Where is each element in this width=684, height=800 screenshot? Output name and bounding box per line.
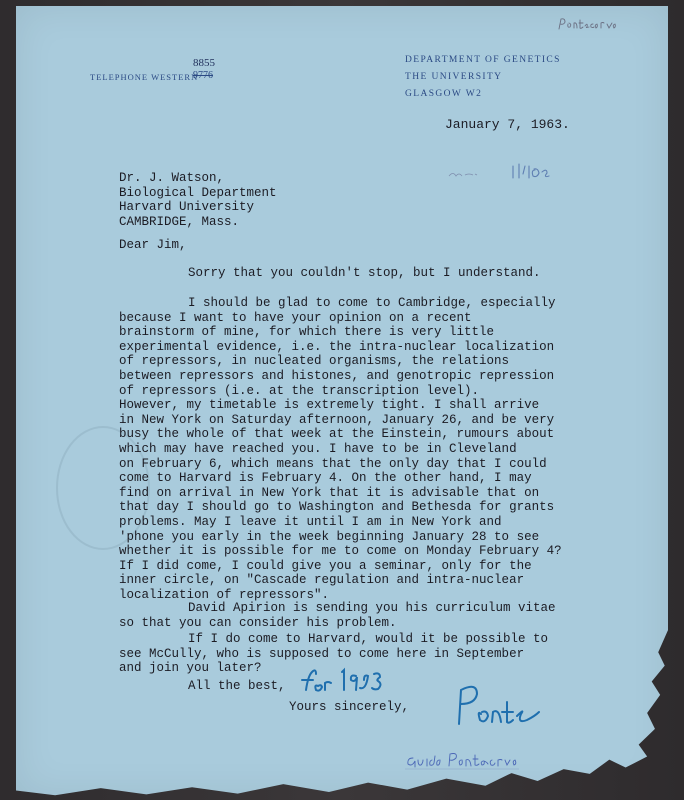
body-line: come to Harvard is February 4. On the other hand, I may [119,471,532,486]
sign-off: Yours sincerely, [289,700,410,714]
archive-name-handwriting [557,16,623,32]
letter-date: January 7, 1963. [445,117,570,132]
recipient-city: CAMBRIDGE, Mass. [119,214,240,229]
telephone-number-struck: 9776 [193,70,213,81]
body-paragraph-2 [119,296,562,602]
telephone-label: TELEPHONE WESTERN [90,72,199,82]
recipient-address [119,171,277,229]
handwritten-year-note [298,662,388,698]
body-line: in New York on Saturday afternoon, January 26, and be very [119,412,555,427]
body-line: of repressors, in nucleated organisms, the relations [119,354,510,369]
body-line: Sorry that you couldn't stop, but I understand. [188,266,541,280]
recipient-institution: Harvard University [119,200,255,214]
body-line: see McCully, who is supposed to come here in September [119,646,525,661]
body-line: so that you can consider his problem. [119,615,397,630]
body-line: that day I should go to Washington and Bethesda for grants [119,500,555,515]
body-line: brainstorm of mine, for which there is very little [119,325,495,340]
telephone-number-corrected: 8855 [193,57,215,69]
body-line: David Apirion is sending you his curriculum vitae [188,601,556,615]
body-line: inner circle, on "Cascade regulation and intra-nuclear [119,573,525,588]
body-line: which may have reached you. I have to be in Cleveland [119,441,517,456]
received-date-note [447,158,567,180]
department-line: DEPARTMENT OF GENETICS [405,55,561,65]
body-line: on February 6, which means that the only day that I could [119,456,547,471]
body-line: find on arrival in New York that it is advisable that on [119,485,540,500]
handwritten-signature [447,680,547,730]
salutation: Dear Jim, [119,238,187,252]
body-line: problems. May I leave it until I am in New York and [119,514,502,529]
body-line: If I do come to Harvard, would it be possible to [188,632,549,646]
body-paragraph-3 [119,601,556,630]
pencil-signatory-name [403,748,523,770]
body-line: busy the whole of that week at the Einstein, rumours about [119,427,555,442]
body-line: whether it is possible for me to come on Monday February 4? [119,544,562,559]
body-line: and join you later? [119,661,262,676]
body-paragraph-1 [188,266,541,281]
recipient-department: Biological Department [119,185,277,200]
body-line: 'phone you early in the week beginning January 28 to see [119,529,540,544]
body-line: I should be glad to come to Cambridge, especially [188,296,556,310]
body-line: because I want to have your opinion on a recent [119,310,472,325]
body-line: However, my timetable is extremely tight. I shall arrive [119,398,540,413]
closing-line: All the best, [188,679,286,693]
body-line: between repressors and histones, and genotropic repression [119,368,555,383]
department-address [405,52,561,103]
body-line: of repressors (i.e. at the transcription level). [119,383,480,398]
city-line: GLASGOW W2 [405,89,483,99]
body-line: experimental evidence, i.e. the intra-nuclear localization [119,339,555,354]
university-line: THE UNIVERSITY [405,72,503,82]
recipient-name: Dr. J. Watson, [119,171,225,185]
body-line: If I did come, I could give you a seminar, only for the [119,558,532,573]
body-line: localization of repressors". [119,587,330,602]
